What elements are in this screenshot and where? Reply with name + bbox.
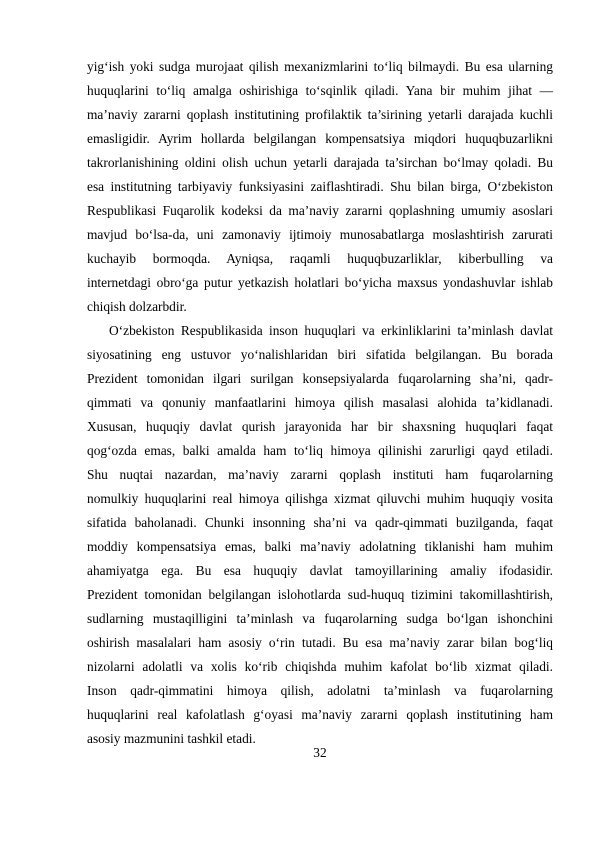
text-line: esa institutning tarbiyaviy funksiyasini zaiflashtiradi. Shu bilan birga, O‘zbekiston (87, 179, 553, 194)
text-line: oshirish masalalari ham asosiy o‘rin tutadi. Bu esa ma’naviy zarar bilan bog‘liq (87, 635, 553, 650)
text-line: Inson qadr-qimmatini himoya qilish, adolatni ta’minlash va fuqarolarning (87, 683, 553, 698)
text-line: siyosatining eng ustuvor yo‘nalishlaridan biri sifatida belgilangan. Bu borada (87, 347, 553, 362)
text-line: Xususan, huquqiy davlat qurish jarayonida har bir shaxsning huquqlari faqat (87, 419, 553, 434)
text-line: chiqish dolzarbdir. (87, 299, 187, 314)
text-line: Prezident tomonidan ilgari surilgan konsepsiyalarda fuqarolarning sha’ni, qadr- (87, 371, 553, 386)
text-line: huquqlarini to‘liq amalga oshirishiga to‘sqinlik qiladi. Yana bir muhim jihat — (87, 83, 553, 98)
text-line: Prezident tomonidan belgilangan islohotlarda sud-huquq tizimini takomillashtirish, (87, 587, 553, 602)
text-line: qog‘ozda emas, balki amalda ham to‘liq himoya qilinishi zarurligi qayd etiladi. (87, 443, 553, 458)
text-line: emasligidir. Ayrim hollarda belgilangan kompensatsiya miqdori huquqbuzarlikni (87, 131, 553, 146)
text-line: mavjud bo‘lsa-da, uni zamonaviy ijtimoiy munosabatlarga moslashtirish zarurati (87, 227, 553, 242)
text-line: asosiy mazmunini tashkil etadi. (87, 731, 256, 746)
text-line: kuchayib bormoqda. Ayniqsa, raqamli huquqbuzarliklar, kiberbulling va (87, 251, 553, 266)
paragraph-first-line: O‘zbekiston Respublikasida inson huquqlari va erkinliklarini ta’minlash davlat (109, 323, 553, 338)
text-line: nizolarni adolatli va xolis ko‘rib chiqishda muhim kafolat bo‘lib xizmat qiladi. (87, 659, 553, 674)
text-line: Respublikasi Fuqarolik kodeksi da ma’naviy zararni qoplashning umumiy asoslari (87, 203, 553, 218)
text-line: sifatida baholanadi. Chunki insonning sha’ni va qadr-qimmati buzilganda, faqat (87, 515, 553, 530)
text-line: internetdagi obro‘ga putur yetkazish holatlari bo‘yicha maxsus yondashuvlar ishlab (87, 275, 553, 290)
text-line: Shu nuqtai nazardan, ma’naviy zararni qoplash instituti ham fuqarolarning (87, 467, 553, 482)
text-line: sudlarning mustaqilligini ta’minlash va fuqarolarning sudga bo‘lgan ishonchini (87, 611, 553, 626)
text-line: nomulkiy huquqlarini real himoya qilishga xizmat qiluvchi muhim huquqiy vosita (87, 491, 553, 506)
text-line: ma’naviy zararni qoplash institutining profilaktik ta’sirining yetarli darajada kuchli (87, 107, 553, 122)
text-line: takrorlanishining oldini olish uchun yetarli darajada ta’sirchan bo‘lmay qoladi. Bu (87, 155, 553, 170)
text-line: moddiy kompensatsiya emas, balki ma’naviy adolatning tiklanishi ham muhim (87, 539, 553, 554)
text-line: ahamiyatga ega. Bu esa huquqiy davlat tamoyillarining amaliy ifodasidir. (87, 563, 553, 578)
text-line: huquqlarini real kafolatlash g‘oyasi ma’naviy zararni qoplash institutining ham (87, 707, 553, 722)
text-line: qimmati va qonuniy manfaatlarini himoya qilish masalasi alohida ta’kidlanadi. (87, 395, 553, 410)
text-line: yig‘ish yoki sudga murojaat qilish mexanizmlarini to‘liq bilmaydi. Bu esa ularning (87, 59, 553, 74)
page-number: 32 (313, 745, 327, 760)
